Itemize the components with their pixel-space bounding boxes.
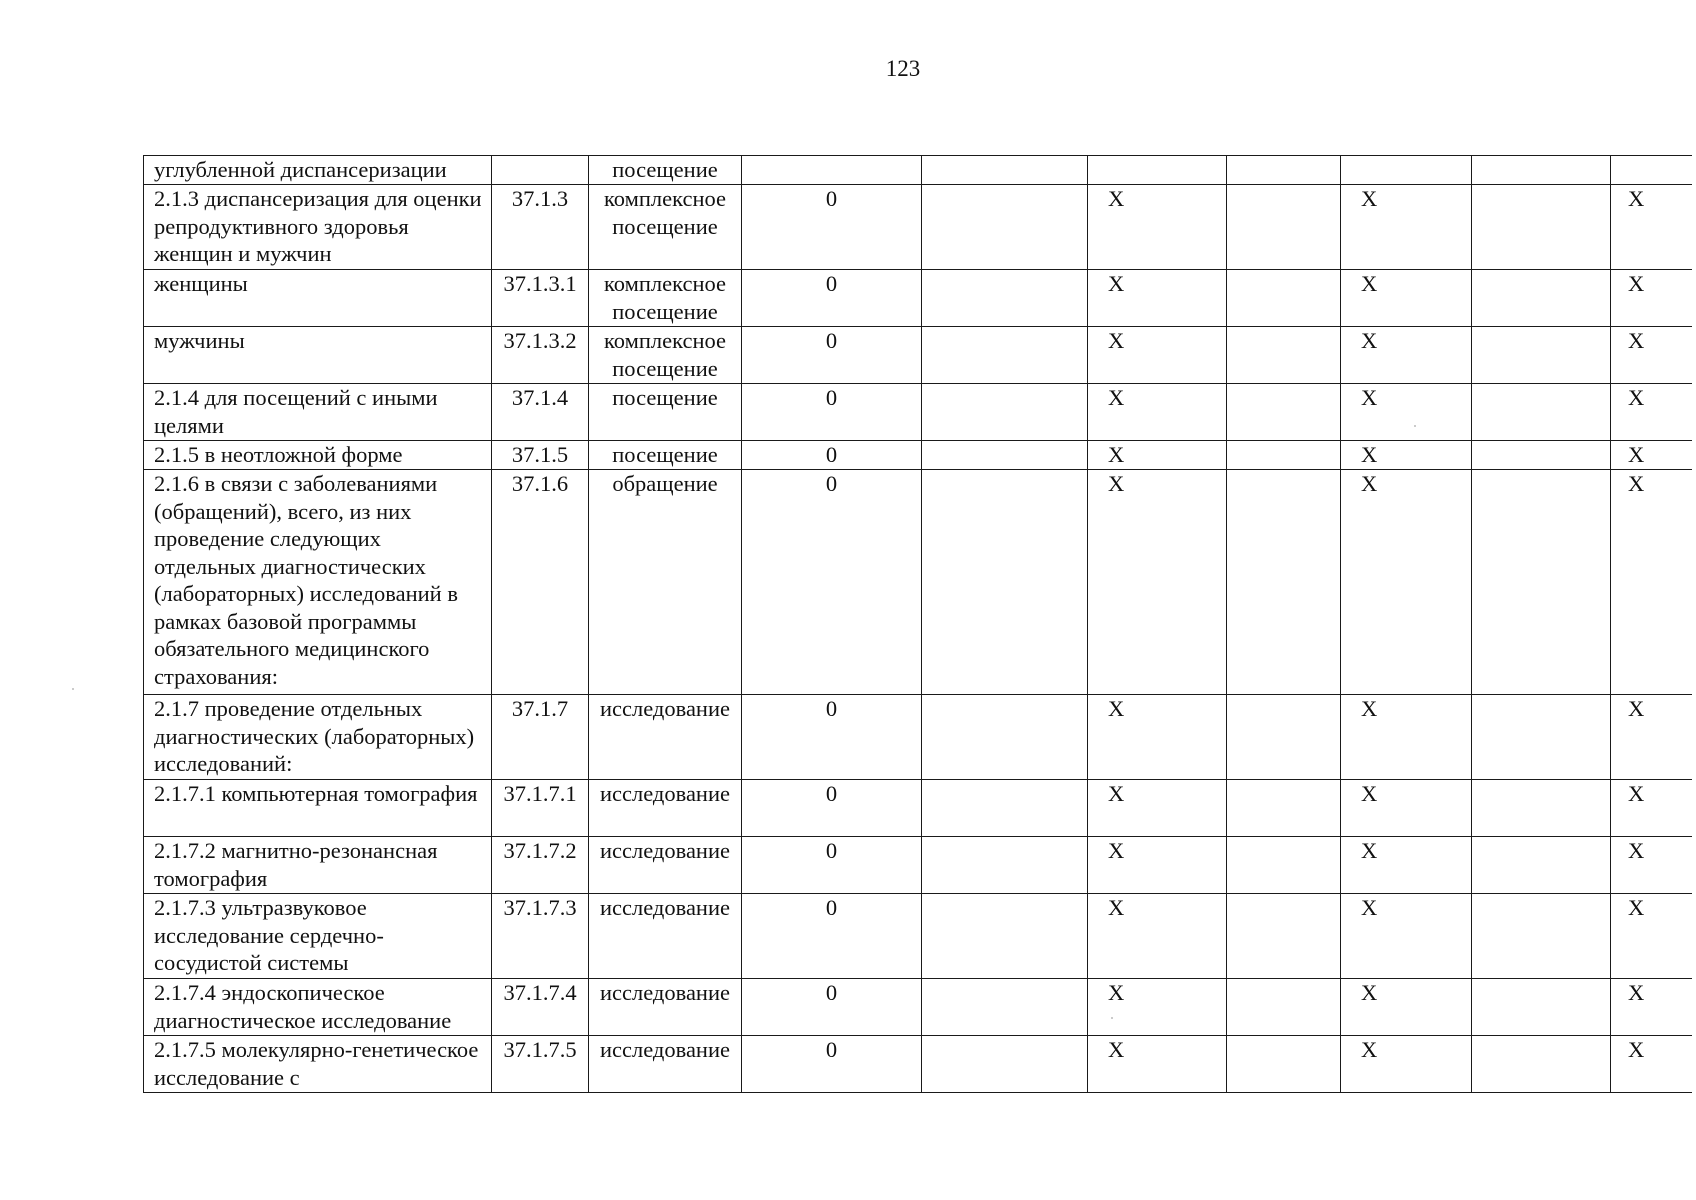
row-x-mark-cell: X	[1088, 695, 1227, 780]
empty-cell	[1472, 780, 1611, 837]
empty-cell	[1472, 837, 1611, 894]
empty-cell	[922, 185, 1088, 270]
empty-cell	[922, 384, 1088, 441]
empty-cell	[1472, 384, 1611, 441]
row-name-cell: женщины	[144, 270, 492, 327]
table-row	[144, 979, 1692, 1036]
empty-cell	[1227, 384, 1341, 441]
empty-cell	[922, 270, 1088, 327]
row-x-mark-cell: X	[1611, 185, 1692, 270]
row-name-cell: 2.1.4 для посещений с иными целями	[144, 384, 492, 441]
empty-cell	[1227, 695, 1341, 780]
table-body	[144, 156, 1692, 1093]
row-x-mark-cell: X	[1088, 185, 1227, 270]
row-code-cell: 37.1.3.2	[492, 327, 589, 384]
row-x-mark-cell: X	[1088, 894, 1227, 979]
row-name-cell: углубленной диспансеризации	[144, 156, 492, 185]
row-x-mark-cell: X	[1341, 441, 1472, 470]
row-value-cell: 0	[742, 695, 922, 780]
row-x-mark-cell	[1341, 156, 1472, 185]
empty-cell	[1472, 894, 1611, 979]
row-unit-cell: посещение	[589, 441, 742, 470]
row-code-cell: 37.1.3.1	[492, 270, 589, 327]
row-code-cell: 37.1.5	[492, 441, 589, 470]
row-unit-cell: посещение	[589, 156, 742, 185]
row-name-cell: 2.1.3 диспансеризация для оценки репродуктивного здоровья женщин и мужчин	[144, 185, 492, 270]
row-x-mark-cell: X	[1341, 270, 1472, 327]
row-name-cell: мужчины	[144, 327, 492, 384]
table-row	[144, 1036, 1692, 1093]
empty-cell	[1472, 1036, 1611, 1093]
row-x-mark-cell: X	[1088, 470, 1227, 695]
row-x-mark-cell: X	[1341, 1036, 1472, 1093]
page-number: 123	[885, 56, 921, 81]
row-x-mark-cell: X	[1341, 780, 1472, 837]
empty-cell	[1227, 894, 1341, 979]
row-code-cell: 37.1.7.5	[492, 1036, 589, 1093]
empty-cell	[922, 837, 1088, 894]
table-row	[144, 156, 1692, 185]
row-x-mark-cell: X	[1088, 384, 1227, 441]
row-x-mark-cell: X	[1341, 894, 1472, 979]
row-x-mark-cell: X	[1611, 1036, 1692, 1093]
row-x-mark-cell: X	[1088, 837, 1227, 894]
row-name-cell: 2.1.5 в неотложной форме	[144, 441, 492, 470]
row-value-cell: 0	[742, 1036, 922, 1093]
row-x-mark-cell: X	[1341, 695, 1472, 780]
row-value-cell: 0	[742, 185, 922, 270]
tariff-table	[143, 155, 1692, 1093]
row-value-cell: 0	[742, 470, 922, 695]
table-row	[144, 327, 1692, 384]
empty-cell	[922, 327, 1088, 384]
table-row	[144, 270, 1692, 327]
empty-cell	[1472, 327, 1611, 384]
row-name-cell: 2.1.7 проведение отдельных диагностических (лабораторных) исследований:	[144, 695, 492, 780]
row-name-cell: 2.1.7.1 компьютерная томография	[144, 780, 492, 837]
empty-cell	[1472, 270, 1611, 327]
empty-cell	[922, 441, 1088, 470]
row-code-cell: 37.1.7	[492, 695, 589, 780]
row-x-mark-cell: X	[1611, 270, 1692, 327]
empty-cell	[922, 979, 1088, 1036]
empty-cell	[1472, 979, 1611, 1036]
row-code-cell: 37.1.6	[492, 470, 589, 695]
row-unit-cell: обращение	[589, 470, 742, 695]
empty-cell	[1227, 270, 1341, 327]
row-name-cell: 2.1.6 в связи с заболеваниями (обращений), всего, из них проведение следующих отдельных диагностических (лабораторных) исследований в рамках базовой программы обязательного медицинского страхования:	[144, 470, 492, 695]
scan-speck	[72, 688, 74, 690]
row-x-mark-cell: X	[1341, 185, 1472, 270]
empty-cell	[1472, 695, 1611, 780]
row-x-mark-cell: X	[1088, 1036, 1227, 1093]
row-x-mark-cell: X	[1611, 780, 1692, 837]
row-unit-cell: исследование	[589, 837, 742, 894]
row-code-cell: 37.1.7.2	[492, 837, 589, 894]
row-code-cell: 37.1.4	[492, 384, 589, 441]
row-x-mark-cell	[1088, 156, 1227, 185]
row-x-mark-cell: X	[1611, 384, 1692, 441]
row-value-cell: 0	[742, 384, 922, 441]
row-value-cell: 0	[742, 780, 922, 837]
row-x-mark-cell: X	[1341, 470, 1472, 695]
row-value-cell: 0	[742, 979, 922, 1036]
row-code-cell: 37.1.7.1	[492, 780, 589, 837]
row-unit-cell: комплексное посещение	[589, 185, 742, 270]
empty-cell	[1472, 185, 1611, 270]
table-row	[144, 695, 1692, 780]
empty-cell	[1227, 470, 1341, 695]
empty-cell	[922, 695, 1088, 780]
row-value-cell	[742, 156, 922, 185]
table-row	[144, 470, 1692, 695]
row-x-mark-cell: X	[1341, 979, 1472, 1036]
row-name-cell: 2.1.7.2 магнитно-резонансная томография	[144, 837, 492, 894]
empty-cell	[1227, 185, 1341, 270]
row-x-mark-cell: X	[1341, 384, 1472, 441]
empty-cell	[922, 780, 1088, 837]
empty-cell	[1227, 156, 1341, 185]
empty-cell	[922, 1036, 1088, 1093]
row-x-mark-cell: X	[1341, 327, 1472, 384]
row-unit-cell: исследование	[589, 979, 742, 1036]
row-unit-cell: комплексное посещение	[589, 327, 742, 384]
row-name-cell: 2.1.7.4 эндоскопическое диагностическое исследование	[144, 979, 492, 1036]
row-unit-cell: исследование	[589, 695, 742, 780]
empty-cell	[922, 894, 1088, 979]
row-unit-cell: комплексное посещение	[589, 270, 742, 327]
empty-cell	[1472, 441, 1611, 470]
row-code-cell: 37.1.3	[492, 185, 589, 270]
row-x-mark-cell: X	[1088, 441, 1227, 470]
row-value-cell: 0	[742, 270, 922, 327]
row-code-cell: 37.1.7.4	[492, 979, 589, 1036]
row-unit-cell: посещение	[589, 384, 742, 441]
row-x-mark-cell: X	[1611, 894, 1692, 979]
empty-cell	[1472, 470, 1611, 695]
row-x-mark-cell: X	[1341, 837, 1472, 894]
table-row	[144, 780, 1692, 837]
row-value-cell: 0	[742, 441, 922, 470]
empty-cell	[1227, 441, 1341, 470]
row-x-mark-cell: X	[1611, 979, 1692, 1036]
row-x-mark-cell: X	[1611, 695, 1692, 780]
row-x-mark-cell: X	[1611, 327, 1692, 384]
scan-speck	[1414, 425, 1416, 427]
table-row	[144, 384, 1692, 441]
table-row	[144, 185, 1692, 270]
table-row	[144, 894, 1692, 979]
row-code-cell	[492, 156, 589, 185]
empty-cell	[1227, 979, 1341, 1036]
empty-cell	[1472, 156, 1611, 185]
empty-cell	[1227, 780, 1341, 837]
row-x-mark-cell: X	[1611, 470, 1692, 695]
empty-cell	[1227, 327, 1341, 384]
row-value-cell: 0	[742, 837, 922, 894]
row-code-cell: 37.1.7.3	[492, 894, 589, 979]
row-value-cell: 0	[742, 327, 922, 384]
empty-cell	[1227, 1036, 1341, 1093]
row-unit-cell: исследование	[589, 780, 742, 837]
row-x-mark-cell: X	[1088, 270, 1227, 327]
row-x-mark-cell: X	[1088, 780, 1227, 837]
row-name-cell: 2.1.7.3 ультразвуковое исследование сердечно-сосудистой системы	[144, 894, 492, 979]
empty-cell	[922, 470, 1088, 695]
row-value-cell: 0	[742, 894, 922, 979]
row-unit-cell: исследование	[589, 894, 742, 979]
table-row	[144, 837, 1692, 894]
row-unit-cell: исследование	[589, 1036, 742, 1093]
scan-speck	[1111, 1017, 1113, 1019]
row-x-mark-cell: X	[1088, 327, 1227, 384]
row-name-cell: 2.1.7.5 молекулярно-генетическое исследование с	[144, 1036, 492, 1093]
empty-cell	[1227, 837, 1341, 894]
row-x-mark-cell: X	[1611, 837, 1692, 894]
table-row	[144, 441, 1692, 470]
row-x-mark-cell	[1611, 156, 1692, 185]
empty-cell	[922, 156, 1088, 185]
row-x-mark-cell: X	[1611, 441, 1692, 470]
row-x-mark-cell: X	[1088, 979, 1227, 1036]
